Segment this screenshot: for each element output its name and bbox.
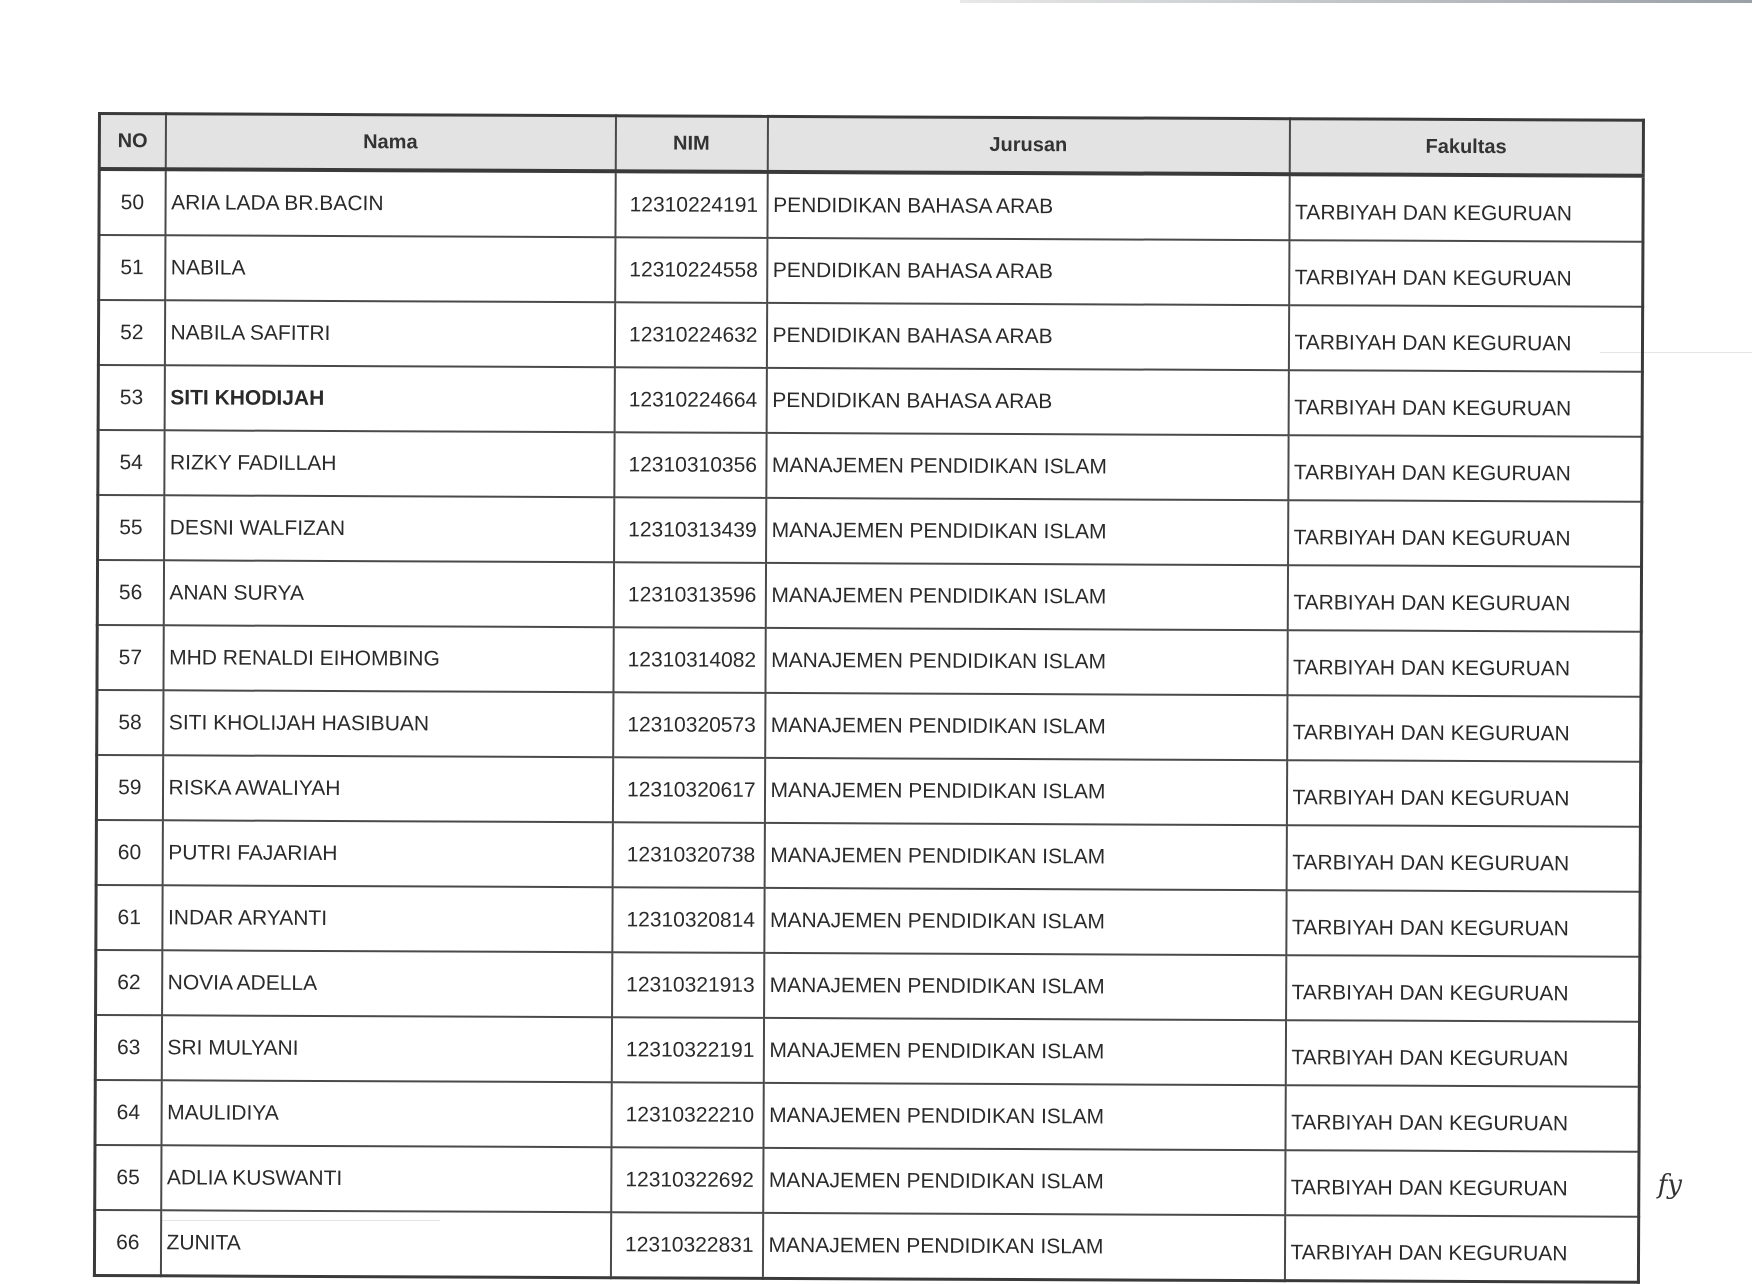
row-no: 54 — [98, 430, 164, 495]
row-no: 64 — [95, 1080, 161, 1145]
table-body — [94, 169, 1643, 1282]
row-jurusan: PENDIDIKAN BAHASA ARAB — [766, 368, 1288, 435]
row-jurusan: MANAJEMEN PENDIDIKAN ISLAM — [763, 1018, 1285, 1085]
row-jurusan: MANAJEMEN PENDIDIKAN ISLAM — [764, 823, 1286, 890]
row-fakultas: TARBIYAH DAN KEGURUAN — [1286, 955, 1640, 1022]
row-jurusan: PENDIDIKAN BAHASA ARAB — [767, 238, 1289, 305]
row-nama: RISKA AWALIYAH — [162, 755, 612, 822]
row-jurusan: MANAJEMEN PENDIDIKAN ISLAM — [764, 888, 1286, 955]
row-no: 59 — [96, 755, 162, 820]
row-fakultas: TARBIYAH DAN KEGURUAN — [1287, 630, 1641, 697]
row-nim: 12310313439 — [614, 497, 766, 563]
table-row — [95, 1080, 1639, 1152]
row-nama: SITI KHODIJAH — [164, 365, 614, 432]
row-nama: PUTRI FAJARIAH — [162, 820, 612, 887]
row-fakultas: TARBIYAH DAN KEGURUAN — [1289, 174, 1643, 242]
table-row — [97, 625, 1641, 697]
row-no: 60 — [96, 820, 162, 885]
row-nim: 12310224632 — [614, 302, 766, 368]
row-nim: 12310322191 — [611, 1017, 763, 1083]
row-nama: NABILA — [165, 235, 615, 302]
row-nama: MHD RENALDI EIHOMBING — [163, 625, 613, 692]
header-fakultas: Fakultas — [1289, 119, 1643, 176]
table-row — [98, 430, 1642, 502]
table-row — [98, 300, 1642, 372]
scan-edge-top — [960, 0, 1752, 3]
row-nim: 12310322692 — [611, 1147, 763, 1213]
row-jurusan: MANAJEMEN PENDIDIKAN ISLAM — [766, 433, 1288, 500]
table-row — [97, 690, 1641, 762]
table-row — [95, 1015, 1639, 1087]
row-nama: NOVIA ADELLA — [162, 950, 612, 1017]
row-no: 58 — [97, 690, 163, 755]
row-nim: 12310320814 — [612, 887, 764, 953]
row-fakultas: TARBIYAH DAN KEGURUAN — [1286, 825, 1640, 892]
row-nim: 12310322831 — [610, 1212, 762, 1278]
row-fakultas: TARBIYAH DAN KEGURUAN — [1287, 695, 1641, 762]
row-nama: RIZKY FADILLAH — [164, 430, 614, 497]
row-jurusan: MANAJEMEN PENDIDIKAN ISLAM — [765, 693, 1287, 760]
row-nama: INDAR ARYANTI — [162, 885, 612, 952]
row-nim: 12310224558 — [615, 237, 767, 303]
row-fakultas: TARBIYAH DAN KEGURUAN — [1285, 1150, 1639, 1217]
row-no: 56 — [97, 560, 163, 625]
table-row — [96, 755, 1640, 827]
row-nama: ADLIA KUSWANTI — [161, 1145, 611, 1212]
row-fakultas: TARBIYAH DAN KEGURUAN — [1289, 240, 1643, 307]
table-row — [96, 950, 1640, 1022]
row-fakultas: TARBIYAH DAN KEGURUAN — [1288, 305, 1642, 372]
handwritten-page-mark: 𝑓𝑦 — [1657, 1170, 1682, 1200]
row-nama: ARIA LADA BR.BACIN — [165, 169, 615, 237]
row-fakultas: TARBIYAH DAN KEGURUAN — [1286, 760, 1640, 827]
row-no: 65 — [95, 1145, 161, 1210]
row-nim: 12310310356 — [614, 432, 766, 498]
row-no: 51 — [99, 235, 165, 300]
row-jurusan: MANAJEMEN PENDIDIKAN ISLAM — [762, 1213, 1284, 1281]
row-nama: SITI KHOLIJAH HASIBUAN — [163, 690, 613, 757]
row-fakultas: TARBIYAH DAN KEGURUAN — [1286, 890, 1640, 957]
row-fakultas: TARBIYAH DAN KEGURUAN — [1285, 1085, 1639, 1152]
table-row — [97, 560, 1641, 632]
row-no: 55 — [98, 495, 164, 560]
document-page — [93, 112, 1642, 1284]
row-jurusan: MANAJEMEN PENDIDIKAN ISLAM — [765, 628, 1287, 695]
row-nim: 12310322210 — [611, 1082, 763, 1148]
row-jurusan: PENDIDIKAN BAHASA ARAB — [766, 303, 1288, 370]
row-no: 61 — [96, 885, 162, 950]
student-table — [93, 112, 1645, 1284]
row-nim: 12310313596 — [613, 562, 765, 628]
row-fakultas: TARBIYAH DAN KEGURUAN — [1287, 565, 1641, 632]
row-no: 57 — [97, 625, 163, 690]
row-nama: SRI MULYANI — [161, 1015, 611, 1082]
row-no: 52 — [98, 300, 164, 365]
row-no: 62 — [96, 950, 162, 1015]
row-nim: 12310224664 — [614, 367, 766, 433]
row-fakultas: TARBIYAH DAN KEGURUAN — [1288, 370, 1642, 437]
row-nama: ANAN SURYA — [163, 560, 613, 627]
row-nim: 12310224191 — [615, 171, 767, 238]
row-jurusan: MANAJEMEN PENDIDIKAN ISLAM — [764, 953, 1286, 1020]
row-nim: 12310321913 — [612, 952, 764, 1018]
row-no: 53 — [98, 365, 164, 430]
row-jurusan: MANAJEMEN PENDIDIKAN ISLAM — [763, 1148, 1285, 1215]
table-row — [98, 365, 1642, 437]
row-nama: ZUNITA — [160, 1210, 610, 1277]
header-nama: Nama — [165, 114, 615, 171]
table-row — [99, 235, 1643, 307]
row-jurusan: MANAJEMEN PENDIDIKAN ISLAM — [766, 498, 1288, 565]
row-nim: 12310320617 — [612, 757, 764, 823]
table-row — [98, 495, 1642, 567]
row-nama: DESNI WALFIZAN — [164, 495, 614, 562]
table-row — [99, 169, 1643, 242]
header-no: NO — [99, 114, 165, 170]
row-jurusan: MANAJEMEN PENDIDIKAN ISLAM — [763, 1083, 1285, 1150]
row-fakultas: TARBIYAH DAN KEGURUAN — [1285, 1020, 1639, 1087]
row-jurusan: MANAJEMEN PENDIDIKAN ISLAM — [764, 758, 1286, 825]
row-nim: 12310314082 — [613, 627, 765, 693]
header-jurusan: Jurusan — [767, 116, 1289, 174]
row-no: 63 — [95, 1015, 161, 1080]
table-row — [95, 1145, 1639, 1217]
row-nim: 12310320738 — [612, 822, 764, 888]
row-nama: MAULIDIYA — [161, 1080, 611, 1147]
row-nama: NABILA SAFITRI — [164, 300, 614, 367]
row-fakultas: TARBIYAH DAN KEGURUAN — [1288, 500, 1642, 567]
row-jurusan: MANAJEMEN PENDIDIKAN ISLAM — [765, 563, 1287, 630]
row-fakultas: TARBIYAH DAN KEGURUAN — [1288, 435, 1642, 502]
header-nim: NIM — [615, 116, 767, 172]
table-row — [94, 1210, 1638, 1282]
row-fakultas: TARBIYAH DAN KEGURUAN — [1284, 1215, 1638, 1282]
table-header-row — [99, 114, 1643, 176]
row-no: 66 — [94, 1210, 160, 1276]
table-row — [96, 820, 1640, 892]
row-no: 50 — [99, 169, 165, 235]
table-row — [96, 885, 1640, 957]
row-jurusan: PENDIDIKAN BAHASA ARAB — [767, 172, 1289, 240]
row-nim: 12310320573 — [613, 692, 765, 758]
